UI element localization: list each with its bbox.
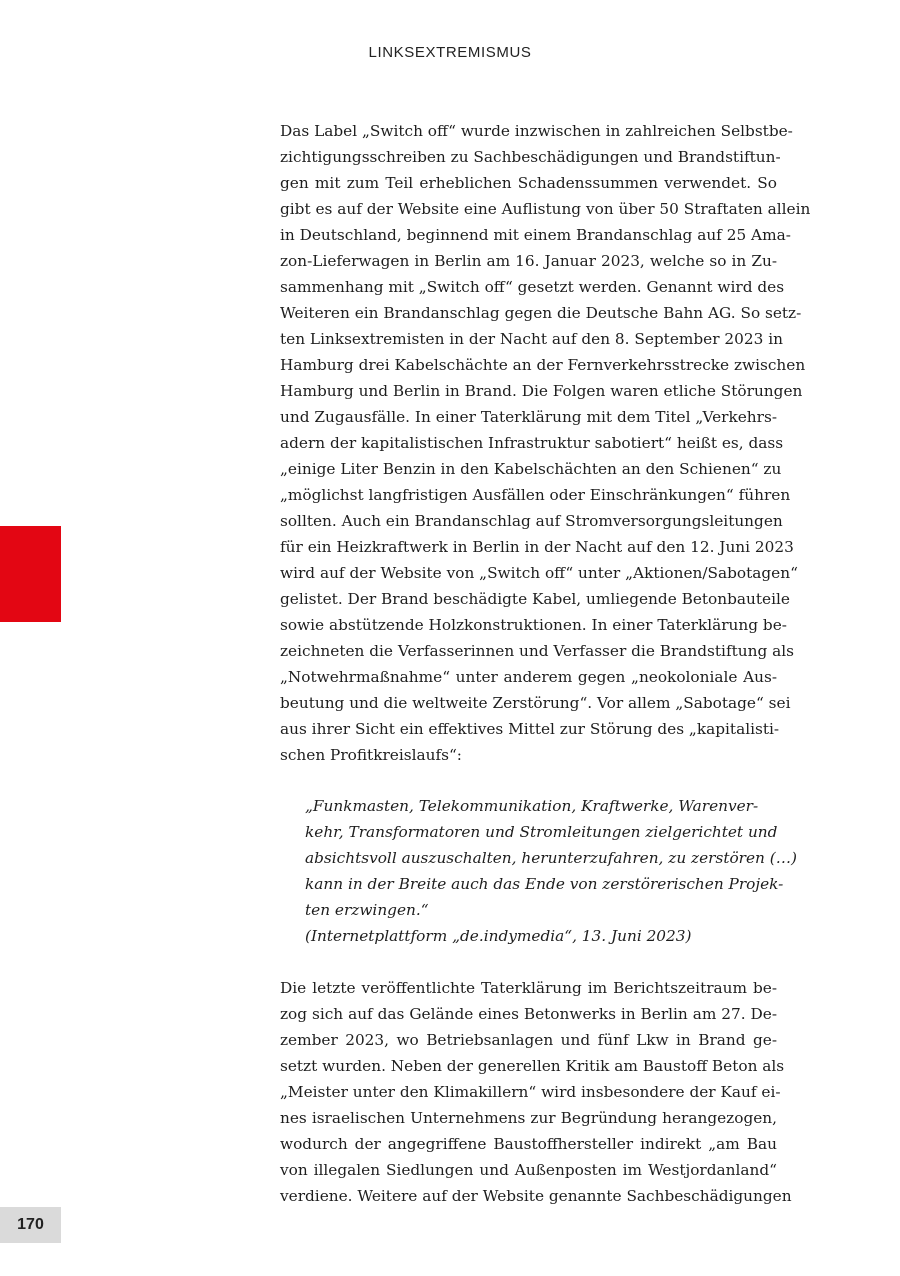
text-line: Das Label „Switch off“ wurde inzwischen in zahlreichen Selbstbe- (280, 122, 793, 140)
text-line: „einige Liter Benzin in den Kabelschächten an den Schienen“ zu (280, 460, 782, 478)
text-line: sowie abstützende Holzkonstruktionen. In einer Taterklärung be- (280, 616, 787, 634)
running-header: LINKSEXTREMISMUS (368, 44, 532, 61)
text-line: „Meister unter den Klimakillern“ wird insbesondere der Kauf ei- (280, 1083, 781, 1101)
text-line: und Zugausfälle. In einer Taterklärung mit dem Titel „Verkehrs- (280, 408, 777, 426)
text-line: von illegalen Siedlungen und Außenposten im Westjordanland“ (280, 1161, 777, 1179)
text-line: Hamburg und Berlin in Brand. Die Folgen waren etliche Störungen (280, 382, 803, 400)
text-line: setzt wurden. Neben der generellen Kritik am Baustoff Beton als (280, 1057, 785, 1075)
quote-line: kehr, Transformatoren und Stromleitungen zielgerichtet und (305, 823, 778, 841)
text-line: zember 2023, wo Betriebsanlagen und fünf Lkw in Brand ge- (280, 1031, 777, 1049)
text-line: nes israelischen Unternehmens zur Begründung herangezogen, (280, 1109, 777, 1127)
text-line: zeichneten die Verfasserinnen und Verfasser die Brandstiftung als (280, 642, 794, 660)
quote-line: (Internetplattform „de.indymedia“, 13. Juni 2023) (305, 927, 692, 945)
text-line: gelistet. Der Brand beschädigte Kabel, umliegende Betonbauteile (280, 590, 790, 608)
body-paragraph-1 (280, 118, 811, 768)
quote-line: ten erzwingen.“ (305, 901, 429, 919)
text-line: zon-Lieferwagen in Berlin am 16. Januar 2023, welche so in Zu- (280, 252, 777, 270)
chapter-marker (0, 526, 61, 622)
text-line: Hamburg drei Kabelschächte an der Fernverkehrsstrecke zwischen (280, 356, 806, 374)
text-line: wird auf der Website von „Switch off“ unter „Aktionen/Sabotagen“ (280, 564, 798, 582)
page-number: 170 (0, 1207, 61, 1243)
text-line: schen Profitkreislaufs“: (280, 746, 462, 764)
text-line: sollten. Auch ein Brandanschlag auf Stromversorgungsleitungen (280, 512, 783, 530)
text-line: zichtigungsschreiben zu Sachbeschädigungen und Brandstiftun- (280, 148, 781, 166)
text-line: wodurch der angegriffene Baustoffhersteller indirekt „am Bau (280, 1135, 777, 1153)
block-quote (305, 793, 797, 949)
quote-line: absichtsvoll auszuschalten, herunterzufahren, zu zerstören (…) (305, 849, 797, 867)
text-line: gibt es auf der Website eine Auflistung von über 50 Straftaten allein (280, 200, 811, 218)
text-line: in Deutschland, beginnend mit einem Brandanschlag auf 25 Ama- (280, 226, 791, 244)
text-line: zog sich auf das Gelände eines Betonwerks in Berlin am 27. De- (280, 1005, 777, 1023)
text-line: verdiene. Weitere auf der Website genannte Sachbeschädigungen (280, 1187, 792, 1205)
text-line: ten Linksextremisten in der Nacht auf den 8. September 2023 in (280, 330, 783, 348)
quote-line: „Funkmasten, Telekommunikation, Kraftwerke, Warenver- (305, 797, 759, 815)
text-line: für ein Heizkraftwerk in Berlin in der Nacht auf den 12. Juni 2023 (280, 538, 794, 556)
body-paragraph-2 (280, 975, 792, 1209)
text-line: Die letzte veröffentlichte Taterklärung im Berichtszeitraum be- (280, 979, 777, 997)
text-line: aus ihrer Sicht ein effektives Mittel zur Störung des „kapitalisti- (280, 720, 780, 738)
text-line: sammenhang mit „Switch off“ gesetzt werden. Genannt wird des (280, 278, 785, 296)
quote-line: kann in der Breite auch das Ende von zerstörerischen Projek- (305, 875, 784, 893)
text-line: gen mit zum Teil erheblichen Schadenssummen verwendet. So (280, 174, 777, 192)
text-line: „möglichst langfristigen Ausfällen oder Einschränkungen“ führen (280, 486, 791, 504)
text-line: „Notwehrmaßnahme“ unter anderem gegen „neokoloniale Aus- (280, 668, 777, 686)
text-line: Weiteren ein Brandanschlag gegen die Deutsche Bahn AG. So setz- (280, 304, 802, 322)
text-line: beutung und die weltweite Zerstörung“. Vor allem „Sabotage“ sei (280, 694, 791, 712)
text-line: adern der kapitalistischen Infrastruktur sabotiert“ heißt es, dass (280, 434, 784, 452)
